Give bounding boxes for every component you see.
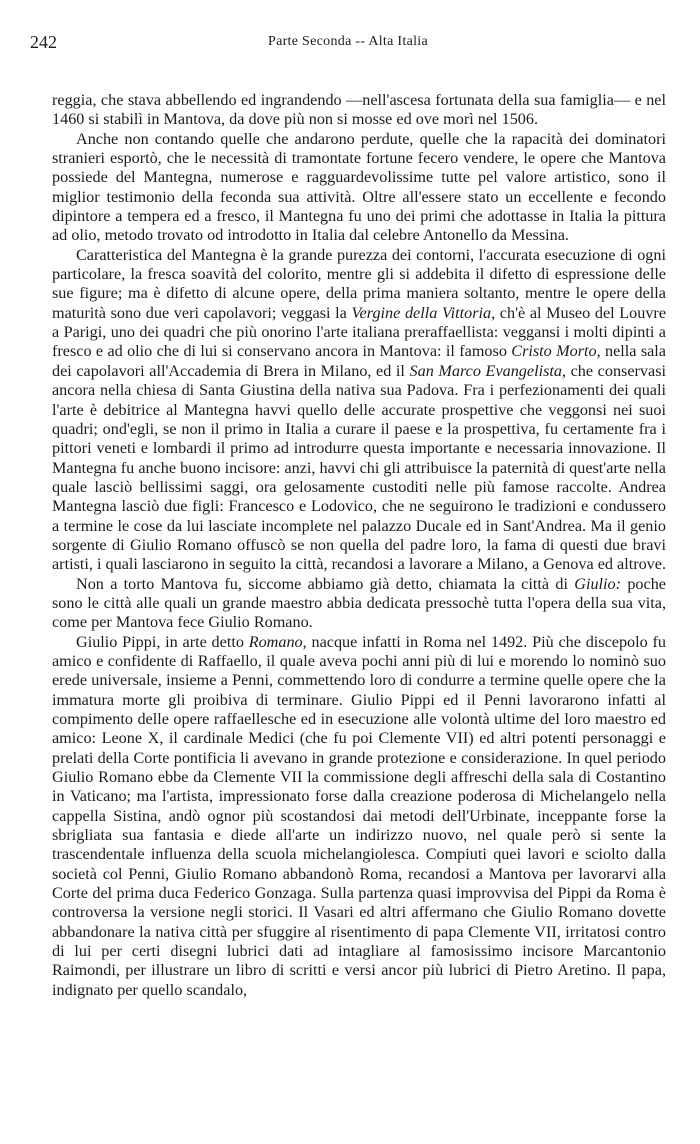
text-run: Giulio Pippi, in arte detto [76,632,249,651]
text-run: Caratteristica del Mantegna è la grande purezza dei contorni, l'accurata esecuzione di ogni particolare, la fresca soavità del colorito, mentre gli si addebita il difetto di espressione delle sue figure; ma è difetto di alcune opere, della prima maniera soltanto, mentre le opere della maturità sono due veri capolavori; veggasi la [52,245,666,322]
italic-title: Giulio: [574,574,622,593]
text-run: , nacque infatti in Roma nel 1492. Più che discepolo fu amico e confidente di Raffaello, il quale aveva pochi anni più di lui e morendo lo nominò suo erede universale, insieme a Penni, commettendo loro di condurre a termine quelle opere che la immatura morte gli proibiva di terminare. Giulio Pippi ed il Penni lavorarono infatti al compimento delle opere raffaellesche ed in esecuzione alle volontà ultime del loro maestro ed amico: Leone X, il cardinale Medici (che fu poi Clemente VII) ed altri potenti personaggi e prelati della Corte pontificia li avevano in grande protezione e considerazione. In quel periodo Giulio Romano ebbe da Clemente VII la commissione degli affreschi della sala di Costantino in Vaticano; ma l'artista, impressionato forse dalla creazione poderosa di Michelangelo nella cappella Sistina, andò ognor più scostandosi dai metodi dell'Urbinate, inceppante forse la sbrigliata sua fantasia e diede all'arte un indirizzo nuovo, nel quale però si sente la trascendentale influenza della scuola michelangiolesca. Compiuti quei lavori e sciolto dalla società col Penni, Giulio Romano abbandonò Roma, recandosi a Mantova per lavorarvi alla Corte del prima duca Federico Gonzaga. Sulla partenza quasi improvvisa del Pippi da Roma è controversa la versione negli storici. Il Vasari ed altri affermano che Giulio Romano dovette abbandonare la nativa città per sfuggire al risentimento di papa Clemente VII, irritatosi contro di lui per certi disegni lubrici dati ad intagliare al famosissimo incisore Marcantonio Raimondi, per illustrare un libro di scritti e versi ancor più lubrici di Pietro Aretino. Il papa, indignato per quello scandalo, [52,632,666,999]
italic-title: Vergine della Vittoria [351,303,492,322]
running-head: Parte Seconda -- Alta Italia [267,34,428,49]
paragraph [52,633,666,1001]
paragraph [52,246,666,575]
text-run: , che conservasi ancora nella chiesa di Santa Giustina della nativa sua Padova. Fra i perfezionamenti dei quali l'arte è debitrice al Mantegna havvi quello delle accurate prospettive che veggonsi nei suoi quadri; ond'egli, se non il primo in Italia a curare il paese e la prospettiva, fu certamente fra i pittori veneti e lombardi il primo ad introdurre questa importante e necessaria innovazione. Il Mantegna fu anche buono incisore: anzi, havvi chi gli attribuisce la paternità di quest'arte nella quale lasciò bellissimi saggi, ora gelosamente custoditi nelle più famose raccolte. Andrea Mantegna lasciò due figli: Francesco e Lodovico, che ne seguirono le tradizioni e condussero a termine le cose da lui lasciate incomplete nel palazzo Ducale ed in Sant'Andrea. Ma il genio sorgente di Giulio Romano offuscò se non quella del padre loro, la fama di questi due bravi artisti, i quali lasciarono in seguito la città, recandosi a lavorare a Milano, a Genova ed altrove. [52,361,667,574]
text-run: , nella sala dei capolavori all'Accademia di Brera in Milano, ed il [52,342,666,380]
paragraph [52,130,666,246]
italic-title: Romano [248,632,303,651]
text-run: reggia, che stava abbellendo ed ingrandendo —nell'ascesa fortunata della sua famiglia— e nel 1460 si stabilì in Mantova, da dove più non si mosse ed ove morì nel 1506. [52,91,666,129]
text-run: Non a torto Mantova fu, siccome abbiamo già detto, chiamata la città di [76,574,575,593]
page-number: 242 [30,32,57,52]
text-run: , ch'è al Museo del Louvre a Parigi, uno dei quadri che più onorino l'arte italiana preraffaellista: veggansi i molti dipinti a fresco e ad olio che di lui si conservano ancora in Mantova: il famoso [52,303,667,361]
body-text [52,91,666,1000]
paragraph [52,575,666,633]
page-header [30,32,666,54]
text-run: poche sono le città alle quali un grande maestro abbia dedicata pressochè tutta l'opera della sua vita, come per Mantova fece Giulio Romano. [52,574,666,632]
italic-title: Cristo Morto [511,342,597,361]
paragraph [52,91,666,130]
text-run: Anche non contando quelle che andarono perdute, quelle che la rapacità dei dominatori stranieri esportò, che le necessità di tramontate fortune fecero vendere, le opere che Mantova possiede del Mantegna, numerose e ragguardevolissime tutte pel valore artistico, sono il miglior testimonio della feconda sua attività. Oltre all'essere stato un eccellente e fecondo dipintore a tempera ed a fresco, il Mantegna fu uno dei primi che adottasse in Italia la pittura ad olio, metodo trovato od introdotto in Italia dal celebre Antonello da Messina. [52,129,666,245]
italic-title: San Marco Evangelista [409,361,562,380]
